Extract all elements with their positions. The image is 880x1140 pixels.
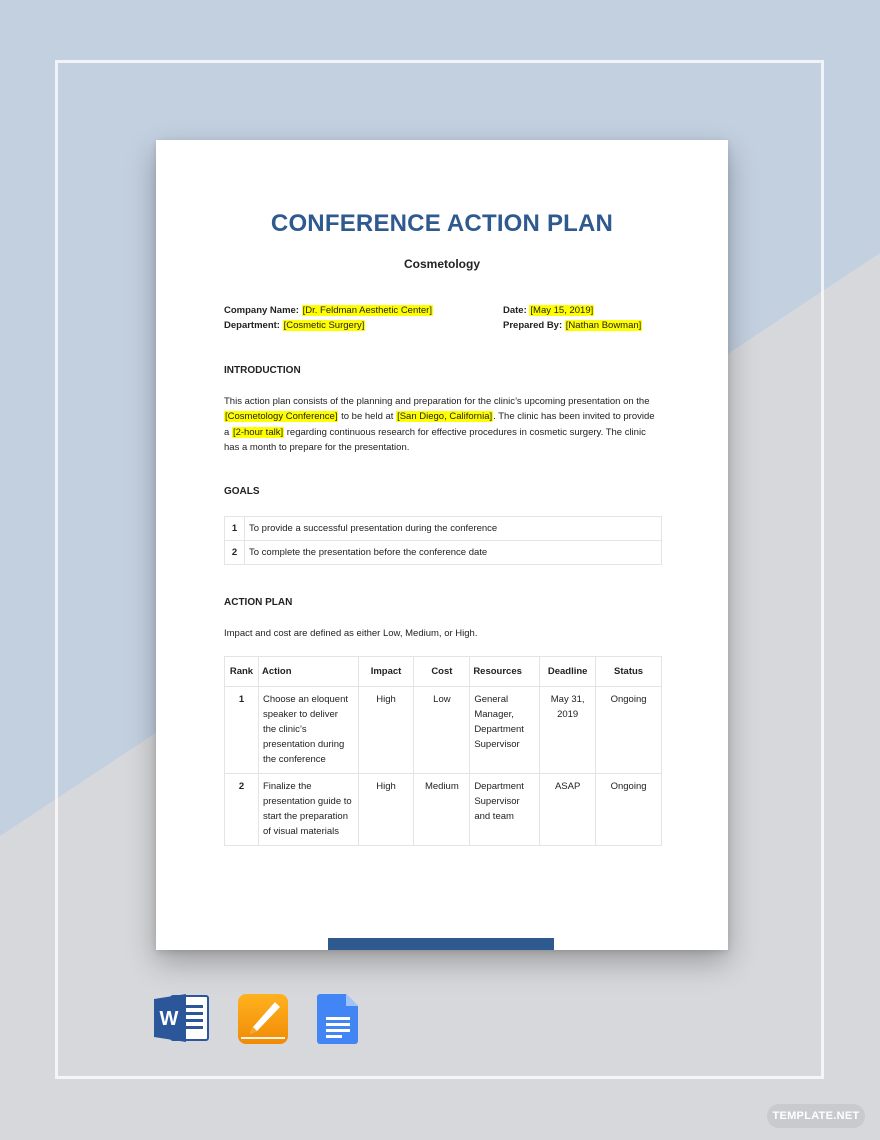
column-header-impact: Impact (358, 657, 414, 687)
introduction-paragraph (224, 394, 660, 455)
impact-cell: High (358, 774, 414, 846)
date-value: [May 15, 2019] (530, 305, 594, 316)
meta-left (224, 303, 433, 333)
department-label: Department: (224, 320, 280, 331)
company-value: [Dr. Feldman Aesthetic Center] (302, 305, 432, 316)
introduction-heading: INTRODUCTION (224, 365, 301, 376)
company-line (224, 303, 433, 318)
table-row (225, 541, 662, 565)
column-header-cost: Cost (414, 657, 470, 687)
goals-heading: GOALS (224, 486, 260, 497)
deadline-cell: ASAP (540, 774, 596, 846)
resources-cell: Department Supervisor and team (470, 774, 540, 846)
status-cell: Ongoing (596, 687, 662, 774)
goals-table (224, 516, 662, 565)
action-cell: Choose an eloquent speaker to deliver the clinic’s presentation during the conference (258, 687, 358, 774)
intro-highlight-talk: [2-hour talk] (232, 426, 284, 438)
document-page (156, 140, 728, 950)
intro-highlight-location: [San Diego, California] (397, 411, 493, 423)
footer-accent-bar (328, 938, 554, 950)
intro-text-4: regarding continuous research for effective procedures in cosmetic surgery. The clinic has a month to prepare for the presentation. (224, 426, 646, 453)
cost-cell: Medium (414, 774, 470, 846)
meta-right (503, 303, 642, 333)
action-plan-note: Impact and cost are defined as either Low, Medium, or High. (224, 628, 478, 639)
column-header-resources: Resources (470, 657, 540, 687)
column-header-deadline: Deadline (540, 657, 596, 687)
intro-text-2: to be held at (338, 411, 397, 423)
department-value: [Cosmetic Surgery] (283, 320, 365, 331)
date-line (503, 303, 642, 318)
goal-number: 2 (225, 541, 245, 565)
document-subtitle: Cosmetology (403, 257, 480, 271)
rank-cell: 2 (225, 774, 259, 846)
column-header-action: Action (258, 657, 358, 687)
pages-icon[interactable] (237, 993, 289, 1045)
word-icon[interactable] (154, 993, 210, 1043)
intro-text-3: . The clinic has been invited to provide a (224, 411, 655, 438)
intro-text-1: This action plan consists of the planning and preparation for the clinic’s upcoming presentation on the (224, 396, 650, 407)
table-row (225, 517, 662, 541)
template-net-watermark: TEMPLATE.NET (767, 1104, 865, 1128)
table-row (225, 774, 662, 846)
cost-cell: Low (414, 687, 470, 774)
table-header-row (225, 657, 662, 687)
status-cell: Ongoing (596, 774, 662, 846)
deadline-cell: May 31, 2019 (540, 687, 596, 774)
resources-cell: General Manager, Department Supervisor (470, 687, 540, 774)
prepared-by-label: Prepared By: (503, 320, 563, 331)
intro-highlight-conference: [Cosmetology Conference] (225, 411, 338, 423)
goal-number: 1 (225, 517, 245, 541)
word-icon-letter: W (159, 1008, 179, 1030)
action-cell: Finalize the presentation guide to start the preparation of visual materials (258, 774, 358, 846)
goal-text: To provide a successful presentation during the conference (245, 517, 662, 541)
google-docs-icon[interactable] (317, 993, 359, 1045)
table-row (225, 687, 662, 774)
impact-cell: High (358, 687, 414, 774)
document-title: CONFERENCE ACTION PLAN (270, 210, 614, 237)
action-plan-table (224, 656, 662, 846)
date-label: Date: (503, 305, 527, 316)
column-header-status: Status (596, 657, 662, 687)
rank-cell: 1 (225, 687, 259, 774)
action-plan-heading: ACTION PLAN (224, 597, 293, 608)
department-line (224, 318, 433, 333)
company-label: Company Name: (224, 305, 299, 316)
goal-text: To complete the presentation before the conference date (245, 541, 662, 565)
prepared-by-value: [Nathan Bowman] (565, 320, 642, 331)
column-header-rank: Rank (225, 657, 259, 687)
prepared-by-line (503, 318, 642, 333)
